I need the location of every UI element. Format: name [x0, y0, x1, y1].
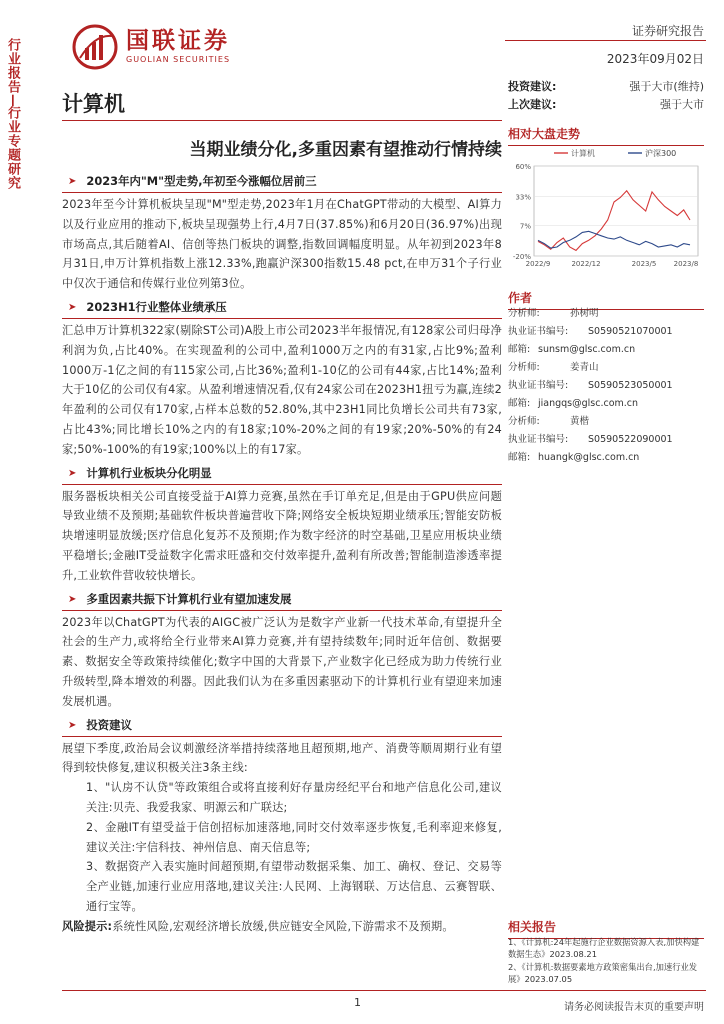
section-title: ➤ 多重因素共振下计算机行业有望加速发展 — [62, 590, 502, 611]
footer-divider — [62, 990, 706, 991]
section-title: ➤ 计算机行业板块分化明显 — [62, 464, 502, 485]
author-row: 执业证书编号: S0590522090001 — [508, 431, 704, 449]
section-paragraph: 汇总申万计算机322家(剔除ST公司)A股上市公司2023半年报情况,有128家公司归母净利润为负,占比40%。在实现盈利的公司中,盈利1000万之内的有31家,占比9%;盈利1000万-1亿之间的有115家公司,占比36%;盈利1-10亿的公司有44家,占比14%;盈利大于10亿的公司仅有4家。从盈利增速情况看,仅有24家公司在2023H1扭亏为赢,连续2年盈利的公司仅有170家,占样本总数的52.80%,其中23H1同比负增长公司共有73家,占比43%;同比增长10%之内的有18家;10%-20%之间的有19家;20%-50%的有24家;50%-100%的有19家;100%以上的有17家。 — [62, 323, 502, 456]
legend-label: 计算机 — [571, 149, 595, 158]
author-row: 分析师: 孙树明 — [508, 305, 704, 323]
author-row: 邮箱: huangk@glsc.com.cn — [508, 449, 704, 467]
report-body — [62, 172, 502, 937]
author-cert: S0590521070001 — [588, 326, 673, 337]
arrow-icon: ➤ — [68, 593, 77, 605]
legend-label: 沪深300 — [645, 149, 677, 158]
author-email[interactable]: huangk@glsc.com.cn — [538, 452, 640, 463]
side-tab-label: 行业报告— — [5, 38, 20, 108]
authors-heading: 作者 — [508, 289, 704, 310]
arrow-icon: ➤ — [68, 302, 77, 314]
sector-title: 计算机 — [62, 92, 125, 116]
previous-rating-label: 上次建议: — [508, 98, 557, 111]
risk-label: 风险提示: — [62, 919, 113, 933]
side-tab-sublabel: 行业专题研究 — [5, 106, 20, 190]
arrow-icon: ➤ — [68, 719, 77, 731]
y-tick-label: 7% — [519, 222, 531, 231]
author-row: 执业证书编号: S0590523050001 — [508, 377, 704, 395]
section-paragraph: 2023年至今计算机板块呈现"M"型走势,2023年1月在ChatGPT带动的大模型、AI算力以及行业应用的推动下,板块呈现强势上行,4月7日(37.85%)和6月20日(36.97%)出现市场高点,其后随着AI、信创等热门板块的调整,指数回调幅度明显。从年初到2023年8月31日,申万计算机指数上涨12.33%,跑赢沪深300指数15.48 pct,在申万31个子行业中仅次于通信和传媒行业位列第3位。 — [62, 198, 502, 291]
section-paragraph: 展望下季度,政治局会议刺激经济举措持续落地且超预期,地产、消费等顺周期行业有望得到较快修复,建议积极关注3条主线: — [62, 741, 502, 775]
disclaimer: 请务必阅读报告末页的重要声明 — [564, 1002, 704, 1013]
report-type: 证券研究报告 — [631, 24, 704, 38]
author-row: 分析师: 黄楷 — [508, 413, 704, 431]
author-name: 黄楷 — [570, 416, 590, 427]
side-subcategory-tab — [0, 106, 24, 256]
x-tick-label: 2022/12 — [571, 260, 601, 268]
rating-value: 强于大市(维持) — [629, 80, 704, 93]
author-cert: S0590523050001 — [588, 380, 673, 391]
sector-divider — [62, 120, 502, 121]
y-tick-label: -20% — [512, 253, 531, 261]
y-tick-label: 60% — [515, 163, 531, 171]
previous-rating — [508, 96, 704, 112]
author-row: 执业证书编号: S0590521070001 — [508, 323, 704, 341]
section-title: ➤ 2023年内"M"型走势,年初至今涨幅位居前三 — [62, 172, 502, 193]
section-title: ➤ 投资建议 — [62, 716, 502, 737]
x-tick-label: 2022/9 — [525, 260, 551, 268]
related-reports — [508, 936, 704, 986]
arrow-icon: ➤ — [68, 176, 77, 188]
logo-name-en: GUOLIAN SECURITIES — [126, 55, 231, 64]
author-name: 姜青山 — [570, 362, 599, 373]
list-item: 3、数据资产入表实施时间超预期,有望带动数据采集、加工、确权、登记、交易等全产业链,加速行业应用落地,建议关注:人民网、上海钢联、万达信息、云赛智联、通行宝等。 — [86, 860, 502, 913]
rating-label: 投资建议: — [508, 80, 557, 93]
report-date: 2023年09月02日 — [606, 52, 704, 66]
investment-rating — [508, 78, 704, 94]
author-email[interactable]: sunsm@glsc.com.cn — [538, 344, 636, 355]
series-line-computer — [538, 191, 690, 251]
related-report-item[interactable]: 2、《计算机:数据要素地方政策密集出台,加速行业发展》2023.07.05 — [508, 962, 698, 984]
section-paragraph: 服务器板块相关公司直接受益于AI算力竞赛,虽然在手订单充足,但是由于GPU供应问题导致业绩不及预期;基础软件板块普遍营收下降;网络安全板块短期业绩承压;智能安防板块增速明显放缓;医疗信息化复苏不及预期;作为数字经济的时空基础,卫星应用板块业绩平稳增长;金融IT受益数字化需求旺盛和交付效率提升,盈利有所改善;智能制造渗透率提升,工业软件营收较快增长。 — [62, 489, 502, 582]
author-row: 分析师: 姜青山 — [508, 359, 704, 377]
section-title: ➤ 2023H1行业整体业绩承压 — [62, 298, 502, 319]
list-item: 2、金融IT有望受益于信创招标加速落地,同时交付效率逐步恢复,毛利率迎来修复,建议关注:宇信科技、神州信息、南天信息等; — [86, 820, 502, 854]
authors-list — [508, 305, 704, 467]
list-item: 1、"认房不认贷"等政策组合或将直接利好存量房经纪平台和地产信息化公司,建议关注:贝壳、我爱我家、明源云和广联达; — [86, 781, 502, 814]
section-paragraph: 2023年以ChatGPT为代表的AIGC被广泛认为是数字产业新一代技术革命,有望提升全社会的生产力,或将给全行业带来AI算力竞赛,并有望持续数年;同时近年信创、数据要素、数据安全等政策持续催化;数字中国的大背景下,产业数字化已经成为助力传统行业升级转型,降本增效的利器。因此我们认为在多重因素驱动下的计算机行业有望迎来加速发展机遇。 — [62, 615, 502, 708]
logo-name-cn: 国联证券 — [126, 28, 230, 54]
author-row: 邮箱: sunsm@glsc.com.cn — [508, 341, 704, 359]
chart-heading: 相对大盘走势 — [508, 125, 704, 146]
author-cert: S0590522090001 — [588, 434, 673, 445]
y-tick-label: 33% — [515, 193, 531, 202]
author-email[interactable]: jiangqs@glsc.com.cn — [538, 398, 639, 409]
chart-svg — [508, 144, 704, 270]
header-divider — [505, 40, 706, 41]
related-report-item[interactable]: 1、《计算机:24年起施行企业数据资源入表,加快构建数据生态》2023.08.21 — [508, 937, 700, 959]
x-tick-label: 2023/5 — [631, 260, 657, 268]
x-tick-label: 2023/8 — [673, 260, 699, 268]
author-row: 邮箱: jiangqs@glsc.com.cn — [508, 395, 704, 413]
arrow-icon: ➤ — [68, 467, 77, 479]
report-headline: 当期业绩分化,多重因素有望推动行情持续 — [189, 140, 502, 160]
page-number: 1 — [354, 996, 361, 1009]
risk-text: 系统性风险,宏观经济增长放缓,供应链安全风险,下游需求不及预期。 — [112, 919, 454, 933]
risk-warning — [62, 917, 502, 937]
related-heading: 相关报告 — [508, 918, 704, 939]
company-logo — [72, 24, 230, 70]
previous-rating-value: 强于大市 — [660, 98, 704, 111]
relative-performance-chart — [508, 144, 704, 270]
chart-frame — [534, 166, 698, 256]
guolian-logo-icon — [72, 24, 118, 70]
author-name: 孙树明 — [570, 308, 599, 319]
